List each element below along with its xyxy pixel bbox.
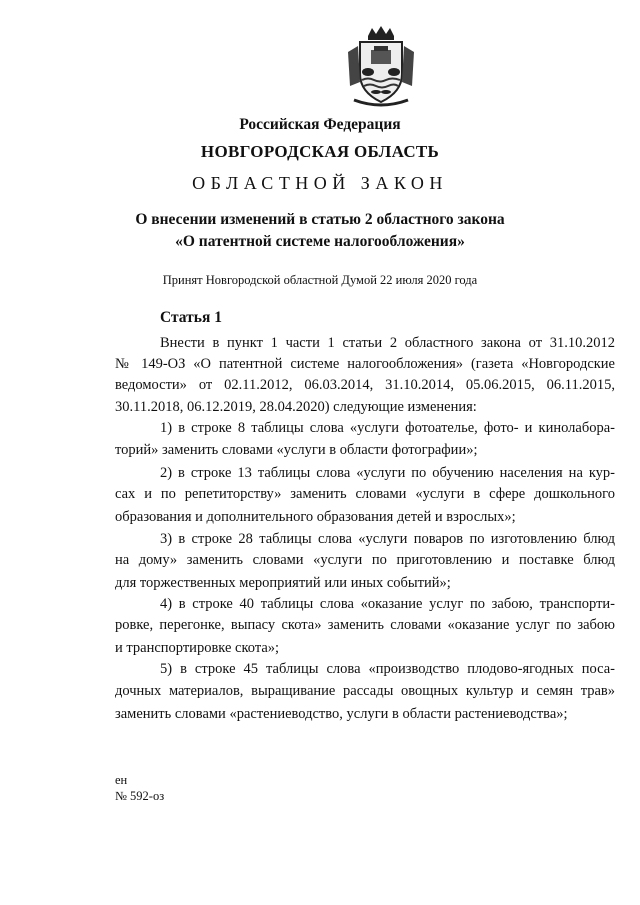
body-line: Внести в пункт 1 части 1 статьи 2 областного закона от 31.10.2012 [160, 335, 615, 351]
adoption-note: Принят Новгородской областной Думой 22 июля 2020 года [162, 273, 478, 287]
body-line: 1) в строке 8 таблицы слова «услуги фотоателье, фото- и кинолабора- [160, 420, 615, 436]
body-line: 2) в строке 13 таблицы слова «услуги по обучению населения на кур- [160, 465, 615, 481]
body-line: заменить словами «растениеводство, услуги в области растениеводства»; [115, 706, 568, 722]
body-line: и транспортировке скота»; [115, 640, 280, 656]
body-line: образования и дополнительного образования детей и взрослых»; [115, 509, 516, 525]
document-kind: ОБЛАСТНОЙ ЗАКОН [192, 173, 448, 193]
body-line: дочных материалов, выращивание рассады овощных культур и семян трав» [115, 683, 615, 699]
body-line: 30.11.2018, 06.12.2019, 28.04.2020) следующие изменения: [115, 399, 477, 415]
region-heading: НОВГОРОДСКАЯ ОБЛАСТЬ [200, 142, 440, 161]
body-line: на дому» заменить словами «услуги по приготовлению и поставке блюд [115, 552, 615, 568]
article-heading: Статья 1 [160, 309, 222, 326]
federation-heading: Российская Федерация [239, 116, 401, 133]
body-line: торий» заменить словами «услуги в области фотографии»; [115, 442, 478, 458]
body-line: ведомости» от 02.11.2012, 06.03.2014, 31.10.2014, 05.06.2015, 06.11.2015, [115, 377, 615, 393]
body-line: № 149-ОЗ «О патентной системе налогообложения» (газета «Новгородские [115, 356, 615, 372]
body-line: сах и по репетиторству» заменить словами «услуги в сфере дошкольного [115, 486, 615, 502]
body-line: 5) в строке 45 таблицы слова «производство плодово-ягодных поса- [160, 661, 615, 677]
body-line: для торжественных мероприятий или иных событий»; [115, 575, 451, 591]
law-title-line-1: О внесении изменений в статью 2 областного закона [135, 211, 505, 228]
footer-initials: ен [115, 773, 128, 787]
body-line: 3) в строке 28 таблицы слова «услуги поваров по изготовлению блюд [160, 531, 615, 547]
novgorod-coat-of-arms-icon [338, 22, 424, 108]
law-title-line-2: «О патентной системе налогообложения» [175, 233, 465, 250]
footer-number: № 592-оз [115, 789, 165, 803]
body-line: ровке, перегонке, выпасу скота» заменить словами «оказание услуг по забою [115, 617, 615, 633]
body-line: 4) в строке 40 таблицы слова «оказание услуг по забою, транспорти- [160, 596, 615, 612]
